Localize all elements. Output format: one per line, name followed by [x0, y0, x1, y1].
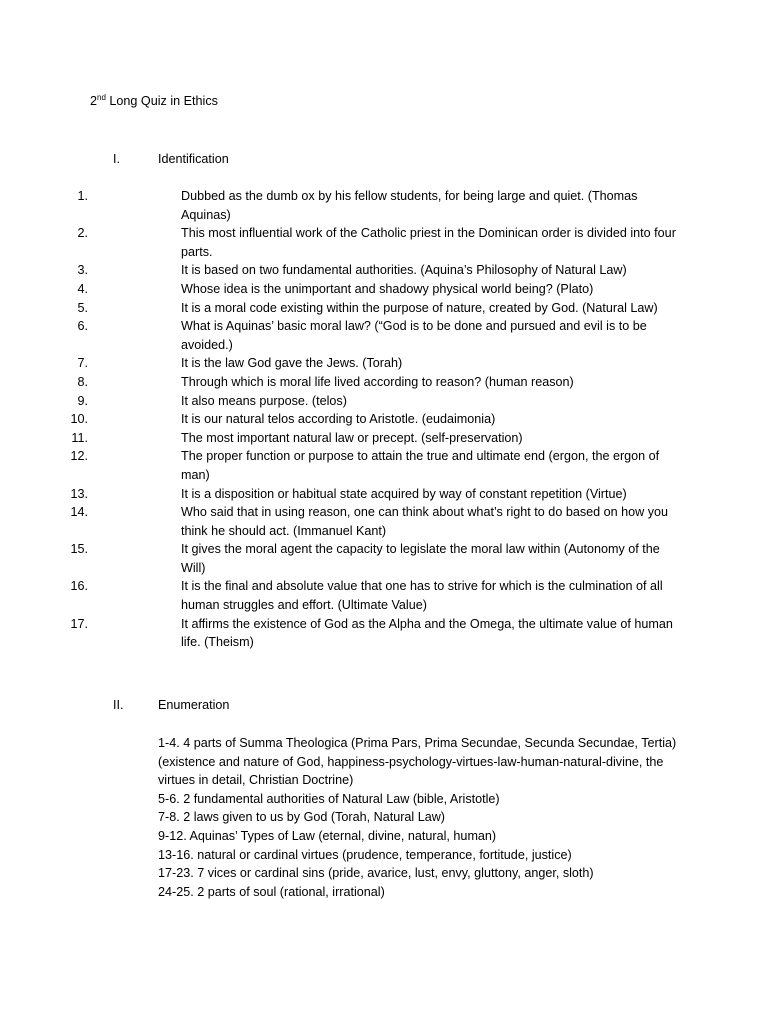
list-item [0, 187, 681, 224]
item-text: This most influential work of the Catholic priest in the Dominican order is divided into four parts. [181, 226, 676, 259]
item-text: Whose idea is the unimportant and shadowy physical world being? (Plato) [181, 281, 594, 296]
enumeration-item: 1-4. 4 parts of Summa Theologica (Prima Pars, Prima Secundae, Secunda Secundae, Tertia) (existence and nature of God, happiness-psychology-virtues-law-human-natural-divine, the virtues in detail, Christian Doctrine) [158, 736, 677, 788]
item-number: 3. [77, 263, 88, 278]
list-item [0, 317, 681, 354]
list-item [0, 392, 681, 411]
item-text: It is the law God gave the Jews. (Torah) [181, 356, 403, 371]
title-text: Long Quiz in Ethics [105, 94, 218, 108]
list-item [0, 615, 681, 652]
item-number: 2. [77, 226, 88, 241]
list-item [0, 373, 681, 392]
item-text: The proper function or purpose to attain the true and ultimate end (ergon, the ergon of man) [181, 449, 660, 482]
enumeration-item: 7-8. 2 laws given to us by God (Torah, Natural Law) [158, 810, 445, 825]
section-number: II. [113, 698, 124, 712]
list-item [0, 503, 681, 540]
item-text: It is a moral code existing within the purpose of nature, created by God. (Natural Law) [181, 300, 658, 315]
enumeration-list [158, 734, 678, 901]
item-number: 11. [71, 430, 88, 445]
item-number: 9. [77, 393, 88, 408]
item-text: It affirms the existence of God as the Alpha and the Omega, the ultimate value of human life. (Theism) [181, 616, 673, 650]
item-number: 14. [70, 505, 88, 520]
item-text: It is based on two fundamental authorities. (Aquina’s Philosophy of Natural Law) [181, 263, 627, 278]
item-number: 15. [70, 542, 88, 557]
item-number: 1. [77, 189, 88, 203]
item-number: 4. [77, 281, 88, 296]
section-enumeration-heading [0, 696, 768, 715]
item-number: 10. [70, 412, 88, 427]
item-text: The most important natural law or precept. (self-preservation) [181, 430, 523, 445]
item-number: 8. [77, 374, 88, 389]
item-number: 6. [77, 319, 88, 334]
section-title: Identification [158, 152, 229, 166]
enumeration-item: 5-6. 2 fundamental authorities of Natural Law (bible, Aristotle) [158, 791, 500, 806]
title-prefix: 2 [90, 94, 98, 108]
item-text: Who said that in using reason, one can think about what’s right to do based on how you think he should act. (Immanuel Kant) [181, 505, 669, 538]
section-title: Enumeration [158, 698, 230, 712]
item-number: 5. [77, 300, 88, 315]
enumeration-item: 24-25. 2 parts of soul (rational, irrational) [158, 884, 385, 899]
item-number: 12. [70, 449, 88, 464]
item-text: Dubbed as the dumb ox by his fellow students, for being large and quiet. (Thomas Aquinas) [181, 189, 638, 222]
list-item [0, 447, 681, 484]
list-item [0, 410, 681, 429]
list-item [0, 429, 681, 448]
item-text: It is the final and absolute value that one has to strive for which is the culmination of all human struggles and effort. (Ultimate Value) [181, 579, 663, 613]
document-title [90, 92, 218, 111]
item-text: It is a disposition or habitual state acquired by way of constant repetition (Virtue) [181, 486, 627, 501]
item-number: 16. [70, 579, 88, 594]
list-item [0, 485, 681, 504]
section-identification-heading [0, 150, 768, 169]
list-item [0, 299, 681, 318]
item-text: Through which is moral life lived according to reason? (human reason) [181, 374, 574, 389]
item-text: It gives the moral agent the capacity to legislate the moral law within (Autonomy of the Will) [181, 542, 660, 575]
item-text: It also means purpose. (telos) [181, 393, 347, 408]
item-number: 7. [77, 356, 88, 371]
title-superscript: nd [97, 93, 106, 102]
list-item [0, 261, 681, 280]
list-item [0, 280, 681, 299]
list-item [0, 224, 681, 261]
section-number: I. [113, 152, 120, 166]
enumeration-item: 13-16. natural or cardinal virtues (prudence, temperance, fortitude, justice) [158, 847, 572, 862]
item-text: What is Aquinas’ basic moral law? (“God is to be done and pursued and evil is to be avoided.) [181, 319, 647, 352]
item-number: 17. [70, 616, 88, 631]
item-text: It is our natural telos according to Aristotle. (eudaimonia) [181, 412, 496, 427]
list-item [0, 577, 681, 614]
list-item [0, 354, 681, 373]
enumeration-item: 9-12. Aquinas’ Types of Law (eternal, divine, natural, human) [158, 828, 497, 843]
enumeration-item: 17-23. 7 vices or cardinal sins (pride, avarice, lust, envy, gluttony, anger, sloth) [158, 866, 594, 881]
list-item [0, 540, 681, 577]
identification-list [0, 187, 768, 652]
item-number: 13. [70, 486, 88, 501]
